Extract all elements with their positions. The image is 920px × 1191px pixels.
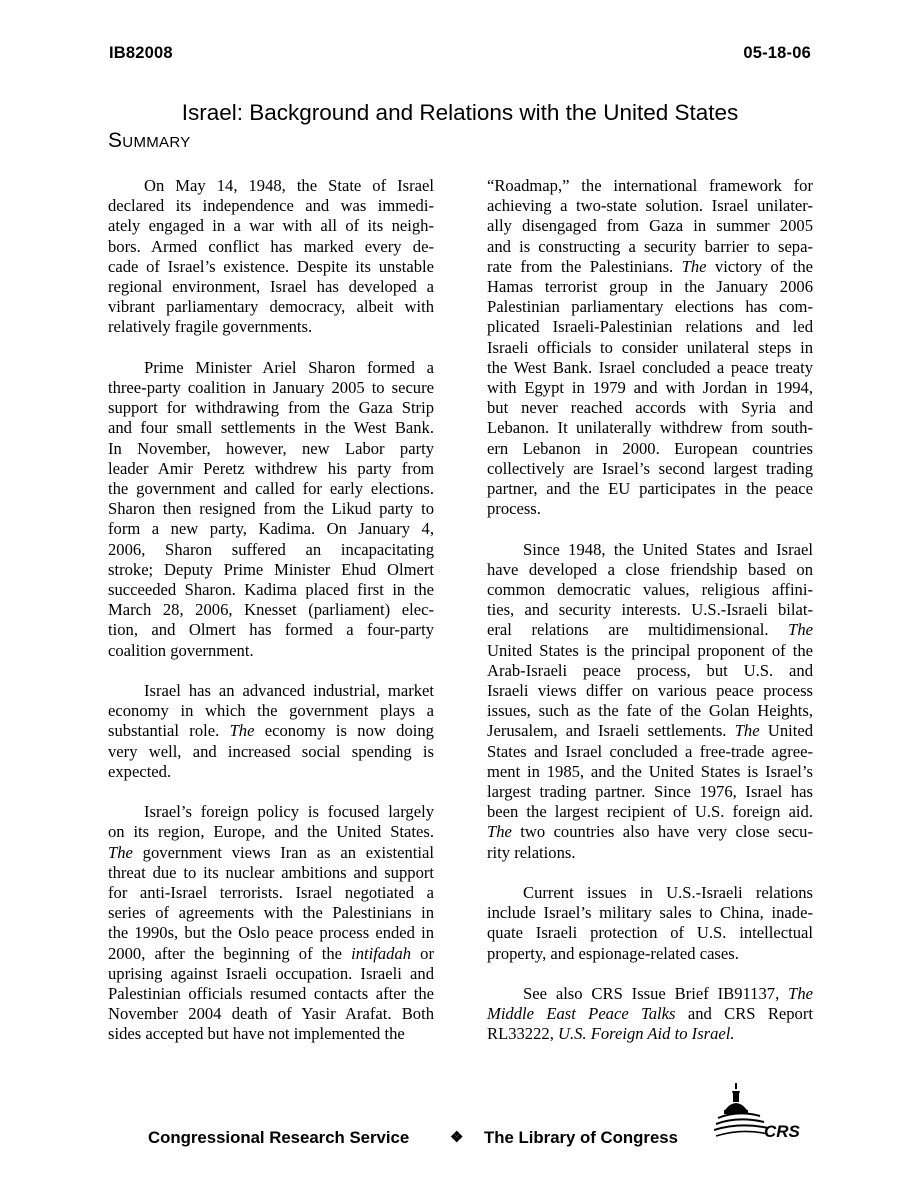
- text-line: ties, and security interests. U.S.-Israeli bilat-: [487, 600, 813, 620]
- text-line: The two countries also have very close secu-: [487, 822, 813, 842]
- document-id: IB82008: [109, 44, 173, 62]
- paragraph: [108, 358, 434, 661]
- text-line: uprising against Israeli occupation. Israeli and: [108, 963, 434, 983]
- paragraph: [108, 802, 434, 1044]
- text-line: Israel has an advanced industrial, market: [144, 681, 434, 701]
- text-line: regional environment, Israel has developed a: [108, 277, 434, 297]
- text-line: See also CRS Issue Brief IB91137, The: [523, 984, 813, 1004]
- text-line: Israeli views differ on various peace process: [487, 681, 813, 701]
- text-line: sides accepted but have not implemented the: [108, 1024, 405, 1044]
- text-line: Since 1948, the United States and Israel: [523, 539, 813, 559]
- text-line: tion, and Olmert has formed a four-party: [108, 620, 434, 640]
- section-heading: Summary: [108, 129, 191, 152]
- text-line: Israel’s foreign policy is focused largely: [144, 802, 434, 822]
- text-line: eral relations are multidimensional. The: [487, 620, 813, 640]
- footer-library-name: The Library of Congress: [484, 1128, 678, 1147]
- text-line: States and Israel concluded a free-trade agree-: [487, 741, 813, 761]
- text-line: On May 14, 1948, the State of Israel: [144, 176, 434, 195]
- text-line: partner, and the EU participates in the peace: [487, 479, 813, 499]
- text-line: declared its independence and was immedi-: [108, 196, 434, 216]
- text-line: very well, and increased social spending is: [108, 741, 434, 761]
- text-line: been the largest recipient of U.S. foreign aid.: [487, 802, 813, 822]
- text-line: November 2004 death of Yasir Arafat. Both: [108, 1004, 434, 1024]
- text-line: achieving a two-state solution. Israel unilater-: [487, 196, 813, 216]
- right-column: [487, 176, 813, 1045]
- text-line: and four small settlements in the West Bank.: [108, 418, 434, 438]
- text-line: Sharon then resigned from the Likud party to: [108, 499, 434, 519]
- text-line: vibrant parliamentary democracy, albeit with: [108, 297, 434, 317]
- text-line: substantial role. The economy is now doing: [108, 721, 434, 741]
- text-line: ately engaged in a war with all of its neigh-: [108, 216, 434, 236]
- crs-logo-text: CRS: [764, 1122, 800, 1141]
- text-line: series of agreements with the Palestinians in: [108, 903, 434, 923]
- text-line: ern Lebanon in 2000. European countries: [487, 438, 813, 458]
- text-line: leader Amir Peretz withdrew his party from: [108, 458, 434, 478]
- text-line: Hamas terrorist group in the January 2006: [487, 277, 813, 297]
- paragraph: [487, 176, 813, 519]
- text-line: the government and called for early elections.: [108, 479, 434, 499]
- text-line: relatively fragile governments.: [108, 317, 313, 337]
- text-line: Palestinian officials resumed contacts after the: [108, 984, 434, 1004]
- text-line: issues, such as the fate of the Golan Heights,: [487, 701, 813, 721]
- text-line: “Roadmap,” the international framework for: [487, 176, 813, 195]
- text-line: 2006, Sharon suffered an incapacitating: [108, 539, 434, 559]
- text-line: support for withdrawing from the Gaza Strip: [108, 398, 434, 418]
- text-line: Current issues in U.S.-Israeli relations: [523, 883, 813, 903]
- text-line: RL33222, U.S. Foreign Aid to Israel.: [487, 1024, 735, 1044]
- text-line: on its region, Europe, and the United States.: [108, 822, 434, 842]
- text-line: United States is the principal proponent of the: [487, 640, 813, 660]
- text-line: cade of Israel’s existence. Despite its unstable: [108, 256, 434, 276]
- text-line: Palestinian parliamentary elections has com-: [487, 297, 813, 317]
- text-line: property, and espionage-related cases.: [487, 943, 739, 963]
- text-line: threat due to its nuclear ambitions and support: [108, 862, 434, 882]
- text-line: common democratic values, religious affini-: [487, 580, 813, 600]
- text-line: stroke; Deputy Prime Minister Ehud Olmert: [108, 559, 434, 579]
- text-line: have developed a close friendship based on: [487, 559, 813, 579]
- paragraph: [487, 540, 813, 863]
- text-line: include Israel’s military sales to China, inade-: [487, 903, 813, 923]
- text-line: the 1990s, but the Oslo peace process ended in: [108, 923, 434, 943]
- text-line: but never reached accords with Syria and: [487, 398, 813, 418]
- text-line: coalition government.: [108, 640, 254, 660]
- text-line: economy in which the government plays a: [108, 701, 434, 721]
- text-line: form a new party, Kadima. On January 4,: [108, 519, 434, 539]
- text-line: ment in 1985, and the United States is Israel’s: [487, 761, 813, 781]
- text-line: process.: [487, 499, 541, 519]
- footer-diamond-icon: ❖: [450, 1129, 464, 1146]
- text-line: quate Israeli protection of U.S. intellectual: [487, 923, 813, 943]
- text-line: Arab-Israeli peace process, but U.S. and: [487, 660, 813, 680]
- text-line: Jerusalem, and Israeli settlements. The United: [487, 721, 813, 741]
- paragraph: [108, 176, 434, 338]
- page-title: Israel: Background and Relations with the United States: [181, 100, 739, 126]
- footer-crs-name: Congressional Research Service: [148, 1128, 410, 1147]
- text-line: largest trading partner. Since 1976, Israel has: [487, 782, 813, 802]
- text-line: Middle East Peace Talks and CRS Report: [487, 1004, 813, 1024]
- text-line: for anti-Israel terrorists. Israel negotiated a: [108, 883, 434, 903]
- text-line: collectively are Israel’s second largest trading: [487, 458, 813, 478]
- text-line: Prime Minister Ariel Sharon formed a: [144, 357, 434, 377]
- left-column: [108, 176, 434, 1045]
- text-line: Israeli officials to consider unilateral steps in: [487, 337, 813, 357]
- text-line: rate from the Palestinians. The victory of the: [487, 256, 813, 276]
- crs-capitol-logo: [714, 1080, 810, 1144]
- text-line: with Egypt in 1979 and with Jordan in 1994,: [487, 378, 813, 398]
- paragraph: [487, 984, 813, 1045]
- text-line: succeeded Sharon. Kadima placed first in the: [108, 580, 434, 600]
- text-line: plicated Israeli-Palestinian relations and led: [487, 317, 813, 337]
- text-line: rity relations.: [487, 842, 576, 862]
- paragraph: [487, 883, 813, 964]
- text-line: expected.: [108, 761, 172, 781]
- text-line: and is constructing a security barrier to sepa-: [487, 236, 813, 256]
- text-line: three-party coalition in January 2005 to secure: [108, 378, 434, 398]
- text-line: Lebanon. It unilaterally withdrew from south-: [487, 418, 813, 438]
- text-line: The government views Iran as an existential: [108, 842, 434, 862]
- text-line: the West Bank. Israel concluded a peace treaty: [487, 357, 813, 377]
- capitol-dome-icon: [714, 1083, 768, 1136]
- text-line: In November, however, new Labor party: [108, 438, 434, 458]
- text-line: 2000, after the beginning of the intifadah or: [108, 943, 434, 963]
- text-line: ally disengaged from Gaza in summer 2005: [487, 216, 813, 236]
- text-line: bors. Armed conflict has marked every de-: [108, 236, 434, 256]
- text-line: March 28, 2006, Knesset (parliament) elec-: [108, 600, 434, 620]
- paragraph: [108, 681, 434, 782]
- document-date: 05-18-06: [743, 44, 811, 62]
